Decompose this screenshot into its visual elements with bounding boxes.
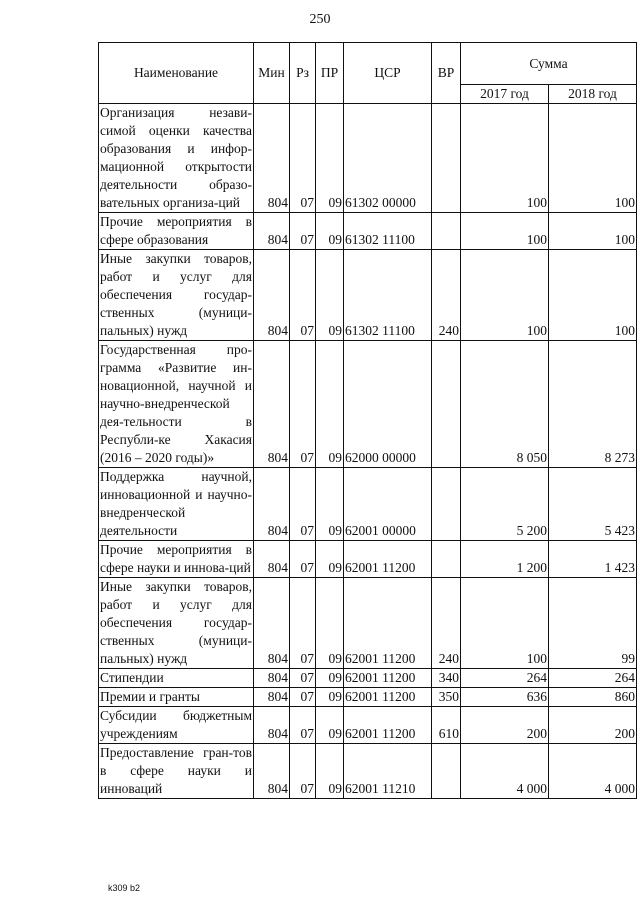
- row-csr: 62001 11200: [344, 578, 432, 669]
- row-rz: 07: [290, 468, 316, 541]
- row-csr: 61302 11100: [344, 213, 432, 250]
- header-year-2018: 2018 год: [549, 85, 637, 104]
- budget-table: [98, 42, 637, 799]
- row-pr: 09: [316, 104, 344, 213]
- row-min: 804: [254, 744, 290, 799]
- table-row: [99, 104, 637, 213]
- row-pr: 09: [316, 468, 344, 541]
- table-row: [99, 341, 637, 468]
- row-rz: 07: [290, 688, 316, 707]
- row-min: 804: [254, 250, 290, 341]
- row-min: 804: [254, 541, 290, 578]
- row-name: Организация незави-симой оценки качества образования и инфор-мационной открытости деятельности образо-вательных организа-ций: [99, 104, 254, 213]
- row-sum-2017: 100: [461, 104, 549, 213]
- row-sum-2018: 860: [549, 688, 637, 707]
- row-rz: 07: [290, 707, 316, 744]
- table-row: [99, 669, 637, 688]
- row-min: 804: [254, 468, 290, 541]
- row-min: 804: [254, 213, 290, 250]
- row-sum-2017: 100: [461, 250, 549, 341]
- row-sum-2018: 200: [549, 707, 637, 744]
- row-name: Предоставление гран-тов в сфере науки и инноваций: [99, 744, 254, 799]
- row-vr: 350: [432, 688, 461, 707]
- table-row: [99, 578, 637, 669]
- row-vr: [432, 744, 461, 799]
- row-vr: [432, 213, 461, 250]
- row-name: Стипендии: [99, 669, 254, 688]
- header-min: Мин: [254, 43, 290, 104]
- row-csr: 62001 11200: [344, 669, 432, 688]
- row-rz: 07: [290, 744, 316, 799]
- row-rz: 07: [290, 213, 316, 250]
- row-sum-2018: 100: [549, 213, 637, 250]
- row-sum-2017: 264: [461, 669, 549, 688]
- row-pr: 09: [316, 250, 344, 341]
- row-sum-2017: 636: [461, 688, 549, 707]
- row-vr: 610: [432, 707, 461, 744]
- row-sum-2018: 100: [549, 250, 637, 341]
- row-pr: 09: [316, 578, 344, 669]
- row-csr: 62001 11200: [344, 707, 432, 744]
- row-csr: 62000 00000: [344, 341, 432, 468]
- header-year-2017: 2017 год: [461, 85, 549, 104]
- row-vr: 240: [432, 578, 461, 669]
- row-sum-2017: 1 200: [461, 541, 549, 578]
- row-pr: 09: [316, 341, 344, 468]
- row-sum-2017: 8 050: [461, 341, 549, 468]
- row-vr: [432, 541, 461, 578]
- row-vr: [432, 104, 461, 213]
- row-sum-2017: 5 200: [461, 468, 549, 541]
- row-pr: 09: [316, 707, 344, 744]
- row-min: 804: [254, 341, 290, 468]
- row-sum-2018: 1 423: [549, 541, 637, 578]
- header-name: Наименование: [99, 43, 254, 104]
- row-sum-2018: 5 423: [549, 468, 637, 541]
- row-csr: 61302 11100: [344, 250, 432, 341]
- row-name: Государственная про-грамма «Развитие ин-новационной, научной и научно-внедренческой дея-тельности в Республи-ке Хакасия (2016 – 2020 годы)»: [99, 341, 254, 468]
- row-pr: 09: [316, 213, 344, 250]
- header-csr: ЦСР: [344, 43, 432, 104]
- header-vr: ВР: [432, 43, 461, 104]
- row-csr: 62001 11210: [344, 744, 432, 799]
- row-rz: 07: [290, 104, 316, 213]
- row-rz: 07: [290, 669, 316, 688]
- row-rz: 07: [290, 541, 316, 578]
- table-row: [99, 468, 637, 541]
- row-sum-2017: 4 000: [461, 744, 549, 799]
- row-name: Иные закупки товаров, работ и услуг для обеспечения государ-ственных (муници-пальных) нужд: [99, 250, 254, 341]
- row-name: Прочие мероприятия в сфере науки и иннова-ций: [99, 541, 254, 578]
- page-number: 250: [309, 12, 331, 27]
- row-rz: 07: [290, 341, 316, 468]
- row-sum-2017: 100: [461, 578, 549, 669]
- table-row: [99, 744, 637, 799]
- table-row: [99, 688, 637, 707]
- row-sum-2017: 100: [461, 213, 549, 250]
- header-pr: ПР: [316, 43, 344, 104]
- row-pr: 09: [316, 669, 344, 688]
- table-body: [99, 104, 637, 799]
- row-min: 804: [254, 688, 290, 707]
- table-row: [99, 213, 637, 250]
- row-sum-2018: 99: [549, 578, 637, 669]
- row-csr: 61302 00000: [344, 104, 432, 213]
- table-row: [99, 541, 637, 578]
- footer-code: k309 b2: [108, 883, 141, 893]
- row-sum-2018: 100: [549, 104, 637, 213]
- row-csr: 62001 11200: [344, 541, 432, 578]
- header-sum: Сумма: [461, 43, 637, 85]
- row-name: Субсидии бюджетным учреждениям: [99, 707, 254, 744]
- row-min: 804: [254, 578, 290, 669]
- row-pr: 09: [316, 688, 344, 707]
- row-pr: 09: [316, 541, 344, 578]
- row-min: 804: [254, 707, 290, 744]
- row-name: Поддержка научной, инновационной и научно-внедренческой деятельности: [99, 468, 254, 541]
- row-rz: 07: [290, 250, 316, 341]
- row-vr: [432, 341, 461, 468]
- row-name: Прочие мероприятия в сфере образования: [99, 213, 254, 250]
- row-min: 804: [254, 104, 290, 213]
- row-name: Премии и гранты: [99, 688, 254, 707]
- row-sum-2017: 200: [461, 707, 549, 744]
- row-csr: 62001 11200: [344, 688, 432, 707]
- row-sum-2018: 264: [549, 669, 637, 688]
- row-vr: 240: [432, 250, 461, 341]
- table-row: [99, 250, 637, 341]
- header-rz: Рз: [290, 43, 316, 104]
- row-min: 804: [254, 669, 290, 688]
- row-name: Иные закупки товаров, работ и услуг для обеспечения государ-ственных (муници-пальных) нужд: [99, 578, 254, 669]
- row-sum-2018: 4 000: [549, 744, 637, 799]
- row-pr: 09: [316, 744, 344, 799]
- row-vr: [432, 468, 461, 541]
- row-rz: 07: [290, 578, 316, 669]
- row-csr: 62001 00000: [344, 468, 432, 541]
- row-sum-2018: 8 273: [549, 341, 637, 468]
- table-row: [99, 707, 637, 744]
- row-vr: 340: [432, 669, 461, 688]
